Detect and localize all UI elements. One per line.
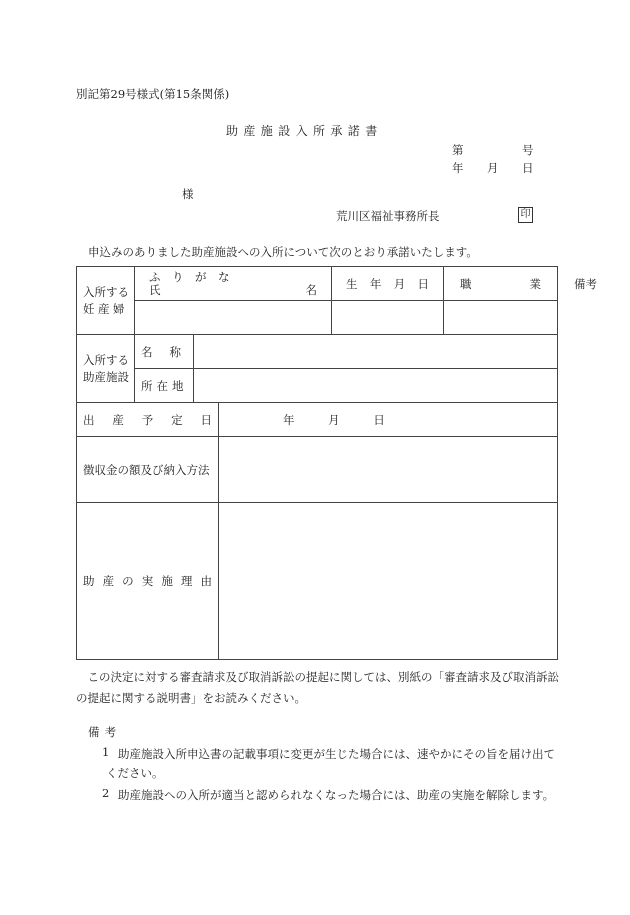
facility-address-value-cell [194,369,558,403]
approval-form-table: 入所する 妊産婦 ふりがな 氏 名 生 年 月 日 職 業 備 考 入所する 助産施設 名 称 所在地 出 産 予 定 日 年 月 日 徴収金の額及び納入方法 助 産 の 実 施 理 由 [76,266,558,660]
note-number-1: 1 [102,745,110,759]
intro-text: 申込みのありました助産施設への入所について次のとおり承諾いたします。 [88,245,478,259]
notes-heading: 備考 [88,725,122,739]
due-date-value-cell: 年 月 日 [219,403,558,437]
document-title: 助産施設入所承諾書 [226,124,383,138]
fee-label: 徴収金の額及び納入方法 [77,437,219,503]
form-reference: 別記第29号様式(第15条関係) [76,87,230,101]
facility-label: 入所する 助産施設 [77,335,135,403]
birthdate-header: 生 年 月 日 [332,267,444,301]
note-text-2: 助産施設への入所が適当と認められなくなった場合には、助産の実施を解除します。 [118,788,555,802]
reason-label: 助 産 の 実 施 理 由 [77,503,219,660]
birthdate-value-cell [332,301,444,335]
reason-value-cell [219,503,558,660]
seal-mark: 印 [518,207,533,223]
fee-value-cell [219,437,558,503]
note-text-1: 助産施設入所申込書の記載事項に変更が生じた場合には、速やかにその旨を届け出てください。 [106,747,555,780]
name-value-cell [135,301,332,335]
facility-name-label: 名 称 [135,335,194,369]
occupation-value-cell [444,301,558,335]
furigana-name-header: ふりがな 氏 名 [135,267,332,301]
number-suffix: 号 [522,143,534,157]
note-number-2: 2 [102,786,110,800]
date-month: 月 [487,161,499,175]
facility-address-label: 所在地 [135,369,194,403]
date-year: 年 [452,161,464,175]
issuer-name: 荒川区福祉事務所長 [336,209,440,223]
number-prefix: 第 [452,143,464,157]
addressee-suffix: 様 [182,187,194,201]
occupation-header: 職 業 [444,267,558,301]
appeal-notice: この決定に対する審査請求及び取消訴訟の提起に関しては、別紙の「審査請求及び取消訴訟の提起に関する説明書」をお読みください。 [76,670,559,705]
due-date-label: 出 産 予 定 日 [77,403,219,437]
facility-name-value-cell [194,335,558,369]
date-day: 日 [522,161,534,175]
pregnant-woman-label: 入所する 妊産婦 [77,267,135,335]
